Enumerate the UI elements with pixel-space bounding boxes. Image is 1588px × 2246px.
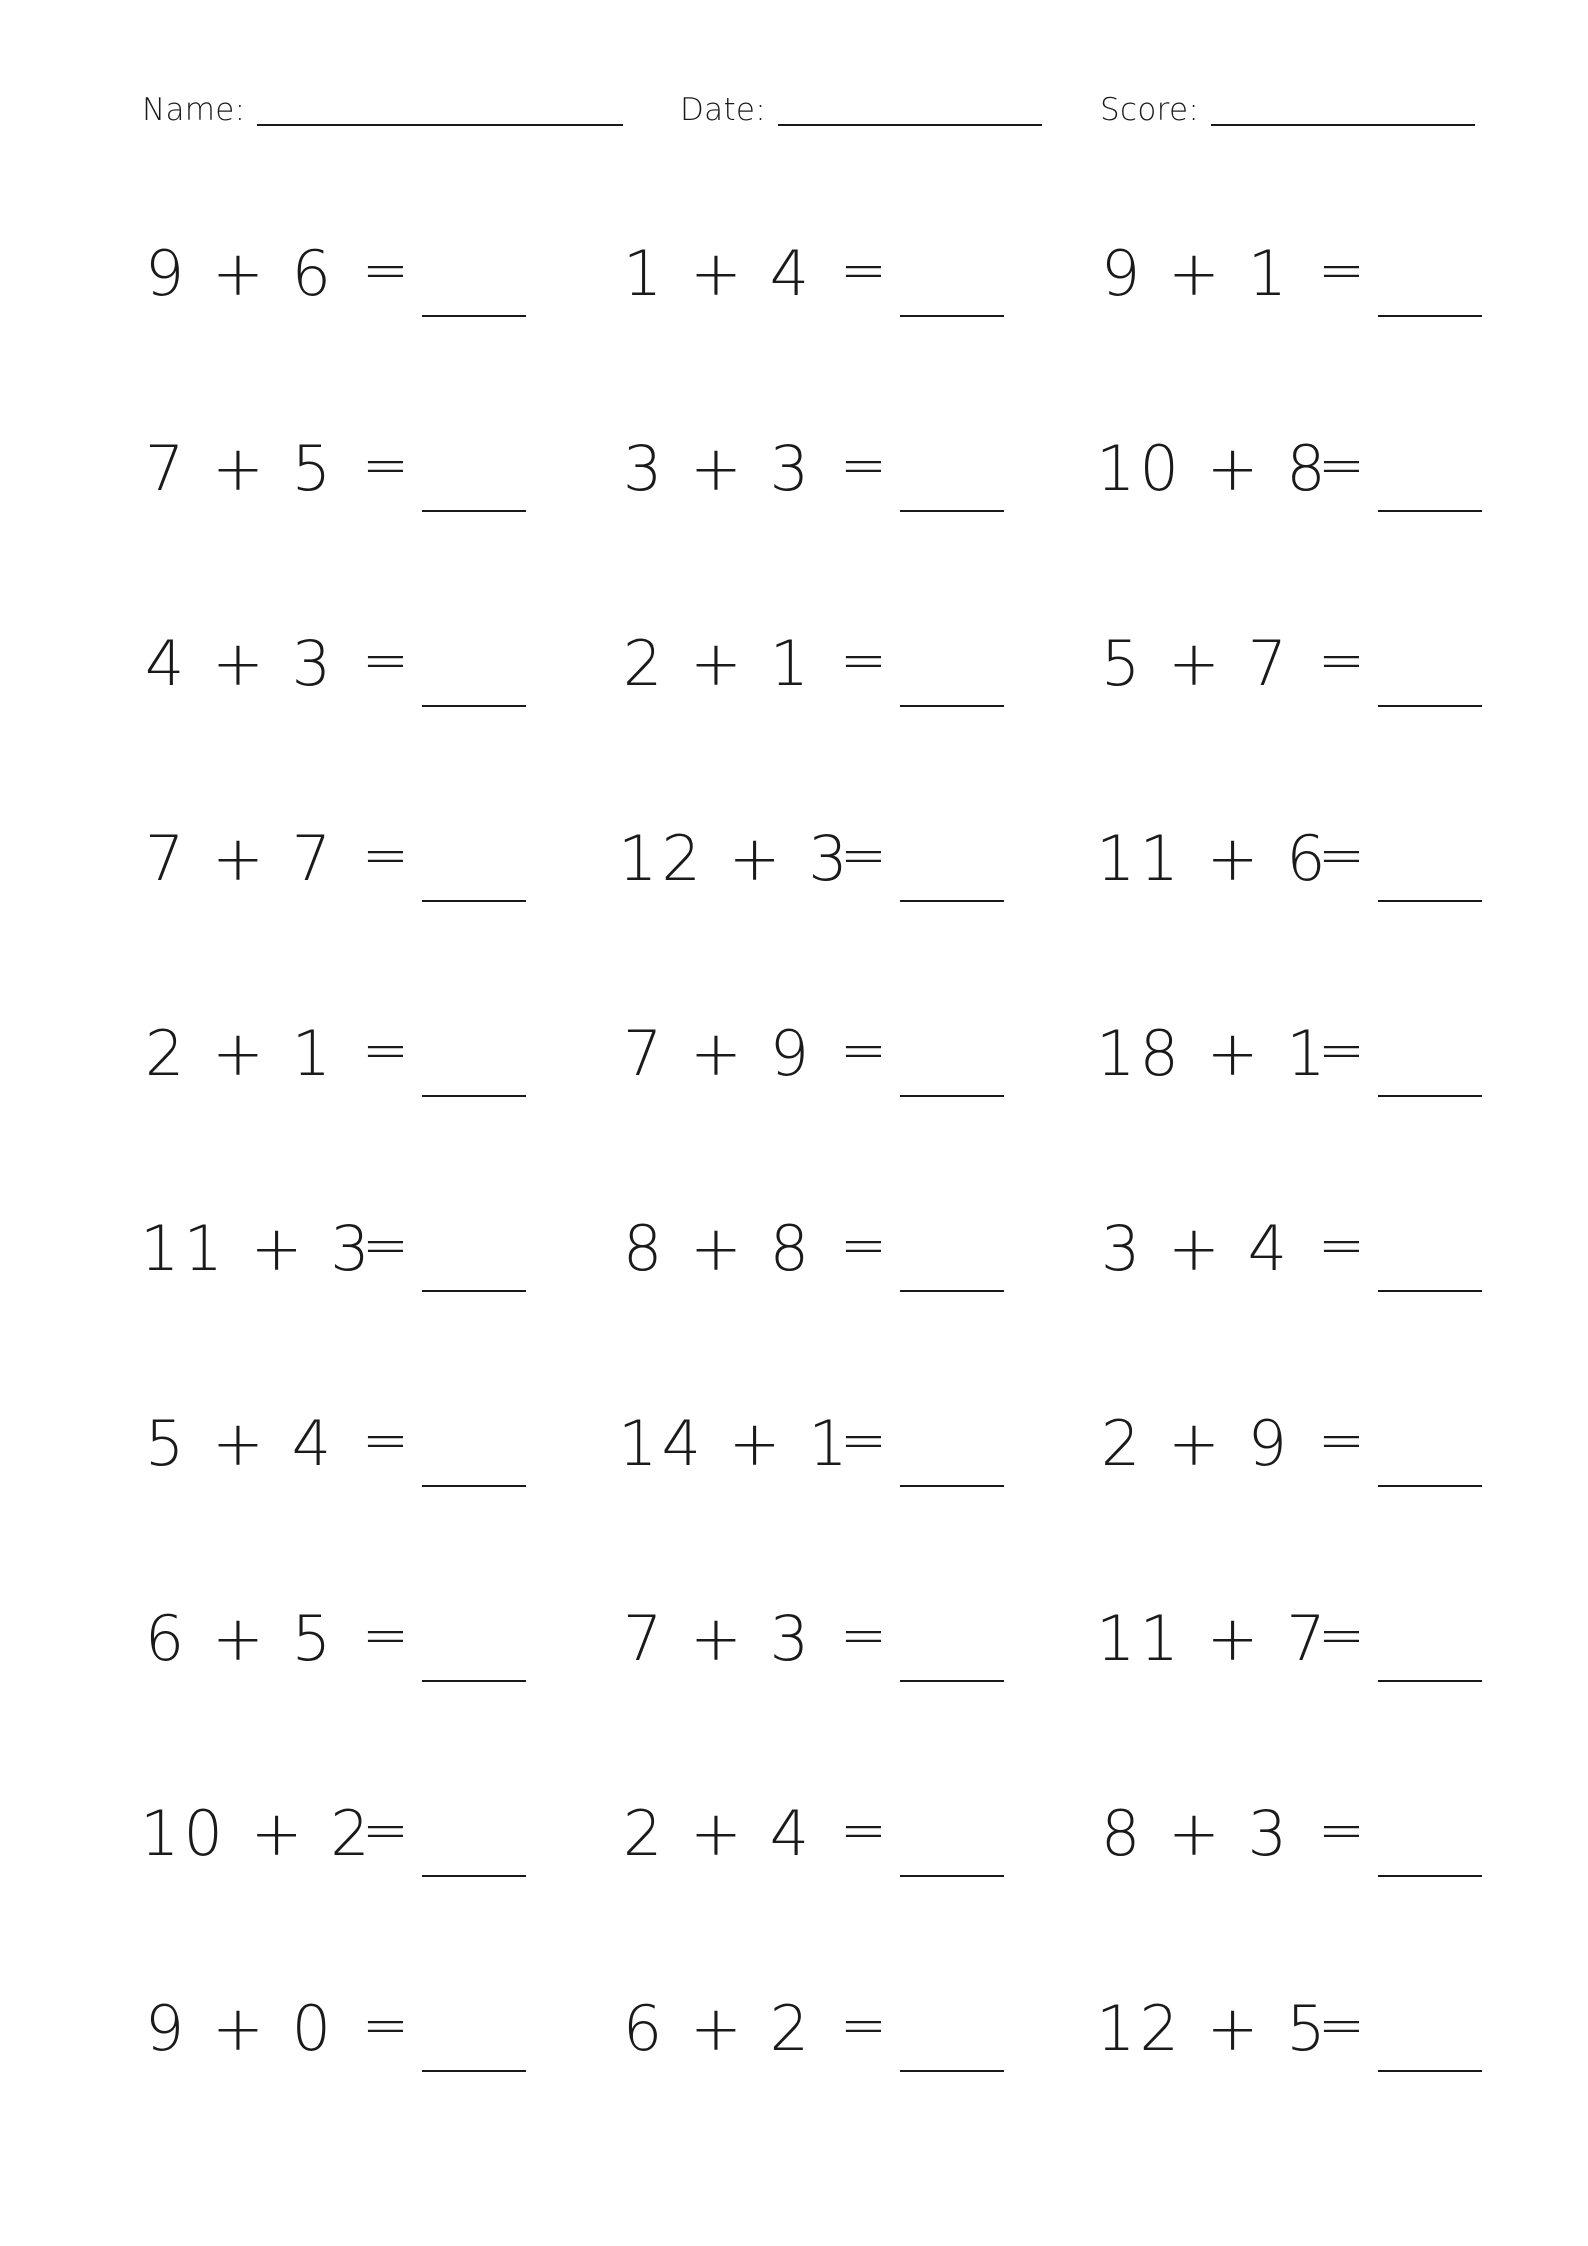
- equals-sign: =: [1318, 433, 1365, 498]
- addition-problem: [1096, 605, 1576, 725]
- answer-blank-line[interactable]: [422, 1875, 526, 1877]
- problem-expression: 7 + 9: [622, 1017, 814, 1090]
- addition-problem: [140, 605, 620, 725]
- answer-blank-line[interactable]: [422, 1095, 526, 1097]
- addition-problem: [1096, 1190, 1576, 1310]
- problem-row: [0, 995, 1588, 1115]
- problem-expression: 7 + 7: [144, 822, 336, 895]
- answer-blank-line[interactable]: [900, 1875, 1004, 1877]
- problem-expression: 8 + 3: [1100, 1797, 1292, 1870]
- score-blank-line[interactable]: [1211, 124, 1475, 126]
- answer-blank-line[interactable]: [1378, 1290, 1482, 1292]
- answer-blank-line[interactable]: [900, 1485, 1004, 1487]
- answer-blank-line[interactable]: [900, 900, 1004, 902]
- problem-expression: 9 + 0: [144, 1992, 336, 2065]
- addition-problem: [1096, 215, 1576, 335]
- problem-expression: 3 + 3: [622, 432, 814, 505]
- equals-sign: =: [840, 1408, 887, 1473]
- equals-sign: =: [1318, 628, 1365, 693]
- answer-blank-line[interactable]: [900, 315, 1004, 317]
- addition-problem: [1096, 1385, 1576, 1505]
- problem-expression: 2 + 1: [622, 627, 814, 700]
- problem-expression: 10 + 8: [1096, 432, 1330, 505]
- equals-sign: =: [840, 823, 887, 888]
- problem-expression: 5 + 7: [1100, 627, 1292, 700]
- addition-problem: [140, 1580, 620, 1700]
- addition-problem: [1096, 1580, 1576, 1700]
- score-field: [1100, 92, 1475, 134]
- addition-problem: [140, 1970, 620, 2090]
- answer-blank-line[interactable]: [1378, 1875, 1482, 1877]
- problem-expression: 4 + 3: [144, 627, 336, 700]
- problem-row: [0, 1775, 1588, 1895]
- problem-expression: 2 + 4: [622, 1797, 814, 1870]
- answer-blank-line[interactable]: [422, 705, 526, 707]
- answer-blank-line[interactable]: [900, 1680, 1004, 1682]
- equals-sign: =: [1318, 238, 1365, 303]
- equals-sign: =: [362, 1213, 409, 1278]
- addition-problem: [618, 410, 1098, 530]
- problem-expression: 7 + 5: [144, 432, 336, 505]
- date-field: [680, 92, 1042, 134]
- addition-problem: [1096, 800, 1576, 920]
- answer-blank-line[interactable]: [900, 1095, 1004, 1097]
- answer-blank-line[interactable]: [900, 510, 1004, 512]
- equals-sign: =: [1318, 1018, 1365, 1083]
- answer-blank-line[interactable]: [1378, 705, 1482, 707]
- equals-sign: =: [840, 1993, 887, 2058]
- addition-problem: [618, 215, 1098, 335]
- problem-expression: 3 + 4: [1100, 1212, 1292, 1285]
- problem-expression: 12 + 5: [1096, 1992, 1330, 2065]
- worksheet-header: [0, 92, 1588, 142]
- answer-blank-line[interactable]: [422, 1290, 526, 1292]
- equals-sign: =: [840, 238, 887, 303]
- addition-problem: [1096, 1775, 1576, 1895]
- problem-expression: 1 + 4: [622, 237, 814, 310]
- addition-problem: [618, 800, 1098, 920]
- answer-blank-line[interactable]: [900, 2070, 1004, 2072]
- equals-sign: =: [840, 1018, 887, 1083]
- addition-problem: [618, 1190, 1098, 1310]
- problem-expression: 5 + 4: [144, 1407, 336, 1480]
- addition-problem: [140, 995, 620, 1115]
- addition-problem: [618, 995, 1098, 1115]
- equals-sign: =: [1318, 1213, 1365, 1278]
- problem-row: [0, 605, 1588, 725]
- addition-problem: [1096, 1970, 1576, 2090]
- answer-blank-line[interactable]: [900, 705, 1004, 707]
- date-label: Date:: [680, 92, 767, 128]
- equals-sign: =: [362, 1018, 409, 1083]
- problem-expression: 9 + 6: [144, 237, 336, 310]
- answer-blank-line[interactable]: [1378, 1680, 1482, 1682]
- equals-sign: =: [362, 1603, 409, 1668]
- addition-problem: [140, 1385, 620, 1505]
- answer-blank-line[interactable]: [1378, 315, 1482, 317]
- equals-sign: =: [362, 823, 409, 888]
- answer-blank-line[interactable]: [422, 2070, 526, 2072]
- answer-blank-line[interactable]: [1378, 2070, 1482, 2072]
- problem-expression: 6 + 5: [144, 1602, 336, 1675]
- equals-sign: =: [362, 433, 409, 498]
- problem-expression: 7 + 3: [622, 1602, 814, 1675]
- problem-expression: 11 + 6: [1096, 822, 1330, 895]
- addition-problem: [140, 215, 620, 335]
- problem-row: [0, 800, 1588, 920]
- problem-expression: 14 + 1: [618, 1407, 852, 1480]
- problem-expression: 6 + 2: [622, 1992, 814, 2065]
- answer-blank-line[interactable]: [422, 1485, 526, 1487]
- answer-blank-line[interactable]: [1378, 1095, 1482, 1097]
- equals-sign: =: [840, 433, 887, 498]
- score-label: Score:: [1100, 92, 1200, 128]
- problem-row: [0, 1385, 1588, 1505]
- equals-sign: =: [1318, 823, 1365, 888]
- answer-blank-line[interactable]: [1378, 900, 1482, 902]
- problem-row: [0, 215, 1588, 335]
- addition-problem: [618, 1970, 1098, 2090]
- equals-sign: =: [1318, 1993, 1365, 2058]
- problem-expression: 2 + 9: [1100, 1407, 1292, 1480]
- answer-blank-line[interactable]: [900, 1290, 1004, 1292]
- equals-sign: =: [362, 628, 409, 693]
- equals-sign: =: [362, 1993, 409, 2058]
- answer-blank-line[interactable]: [422, 315, 526, 317]
- equals-sign: =: [362, 1408, 409, 1473]
- problem-row: [0, 1970, 1588, 2090]
- addition-problem: [140, 1775, 620, 1895]
- answer-blank-line[interactable]: [422, 900, 526, 902]
- problem-expression: 9 + 1: [1100, 237, 1292, 310]
- problem-expression: 8 + 8: [622, 1212, 814, 1285]
- problem-row: [0, 1190, 1588, 1310]
- problem-expression: 18 + 1: [1096, 1017, 1330, 1090]
- equals-sign: =: [840, 1798, 887, 1863]
- equals-sign: =: [1318, 1408, 1365, 1473]
- addition-problem: [618, 1580, 1098, 1700]
- answer-blank-line[interactable]: [1378, 510, 1482, 512]
- equals-sign: =: [840, 628, 887, 693]
- date-blank-line[interactable]: [778, 124, 1042, 126]
- equals-sign: =: [1318, 1798, 1365, 1863]
- problem-expression: 2 + 1: [144, 1017, 336, 1090]
- addition-problem: [1096, 410, 1576, 530]
- equals-sign: =: [1318, 1603, 1365, 1668]
- equals-sign: =: [840, 1213, 887, 1278]
- addition-problem: [618, 1385, 1098, 1505]
- addition-problem: [1096, 995, 1576, 1115]
- problem-expression: 11 + 7: [1096, 1602, 1330, 1675]
- name-field: [142, 92, 623, 134]
- equals-sign: =: [840, 1603, 887, 1668]
- problem-expression: 10 + 2: [140, 1797, 374, 1870]
- name-blank-line[interactable]: [257, 124, 623, 126]
- addition-problem: [618, 1775, 1098, 1895]
- addition-problem: [140, 410, 620, 530]
- problem-row: [0, 410, 1588, 530]
- problem-row: [0, 1580, 1588, 1700]
- equals-sign: =: [362, 1798, 409, 1863]
- addition-problem: [140, 800, 620, 920]
- answer-blank-line[interactable]: [422, 510, 526, 512]
- addition-problem: [140, 1190, 620, 1310]
- problem-expression: 11 + 3: [140, 1212, 374, 1285]
- addition-problem: [618, 605, 1098, 725]
- answer-blank-line[interactable]: [1378, 1485, 1482, 1487]
- equals-sign: =: [362, 238, 409, 303]
- answer-blank-line[interactable]: [422, 1680, 526, 1682]
- problem-expression: 12 + 3: [618, 822, 852, 895]
- name-label: Name:: [142, 92, 246, 128]
